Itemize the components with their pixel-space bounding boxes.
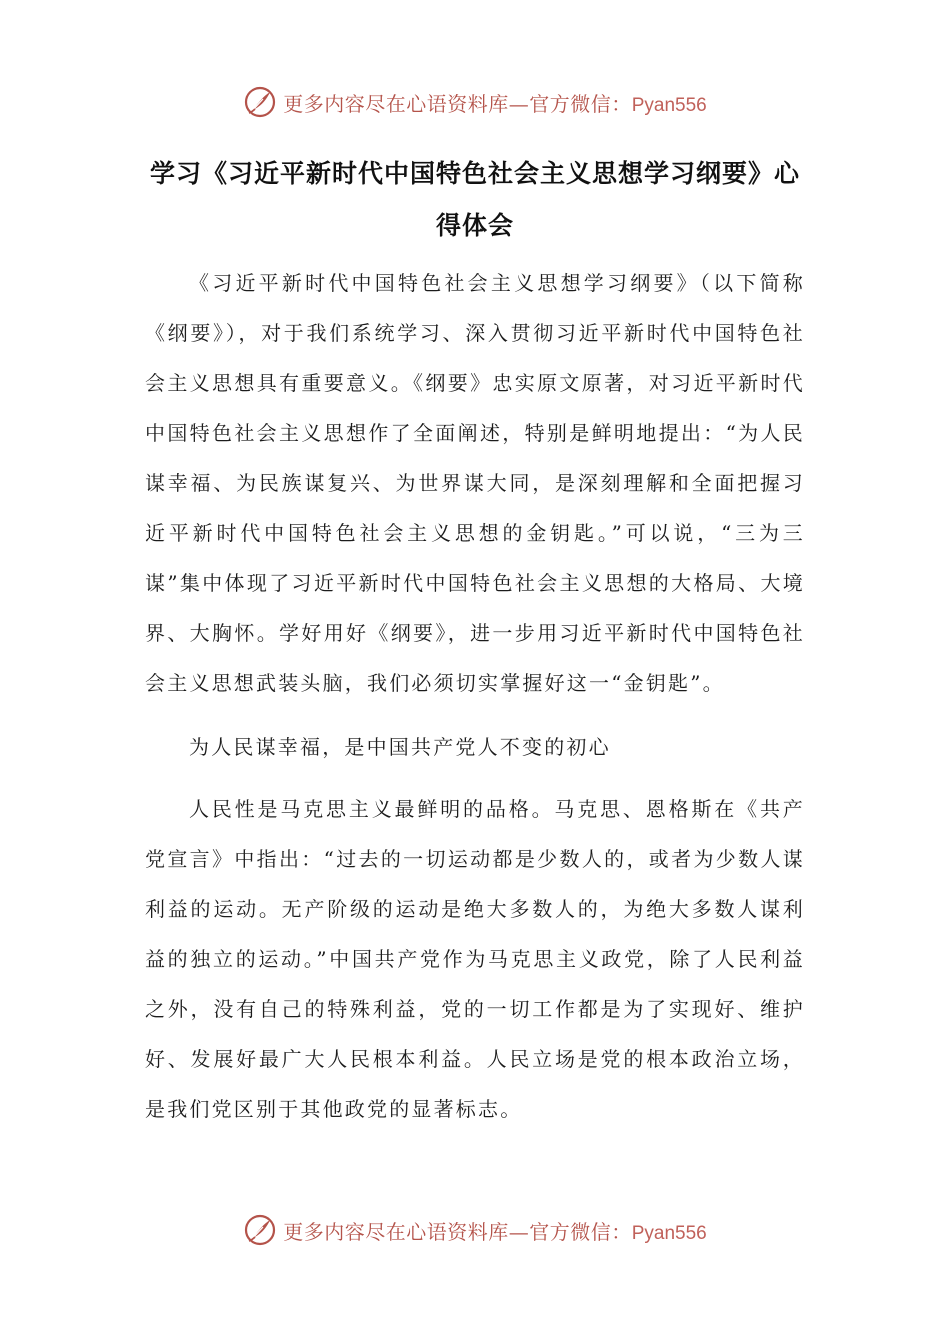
watermark-banner-bottom	[0, 1210, 950, 1250]
watermark-text	[283, 88, 707, 117]
wechat-id: Pyan556	[631, 1222, 707, 1244]
watermark-text	[283, 1216, 707, 1245]
watermark-label: 更多内容尽在心语资料库—官方微信：	[283, 91, 632, 116]
feather-pen-logo-icon	[243, 1213, 277, 1247]
paragraph-people: 人民性是马克思主义最鲜明的品格。马克思、恩格斯在《共产党宣言》中指出：“过去的一切运动都是少数人的，或者为少数人谋利益的运动。无产阶级的运动是绝大多数人的，为绝大多数人谋利益的独立的运动。”中国共产党作为马克思主义政党，除了人民利益之外，没有自己的特殊利益，党的一切工作都是为了实现好、维护好、发展好最广大人民根本利益。人民立场是党的根本政治立场，是我们党区别于其他政党的显著标志。	[145, 797, 805, 1121]
document-body	[145, 258, 805, 1148]
feather-pen-logo-icon	[243, 85, 277, 119]
paragraph-intro: 《习近平新时代中国特色社会主义思想学习纲要》（以下简称《纲要》），对于我们系统学习、深入贯彻习近平新时代中国特色社会主义思想具有重要意义。《纲要》忠实原文原著，对习近平新时代中国特色社会主义思想作了全面阐述，特别是鲜明地提出：“为人民谋幸福、为民族谋复兴、为世界谋大同，是深刻理解和全面把握习近平新时代中国特色社会主义思想的金钥匙。”可以说，“三为三谋”集中体现了习近平新时代中国特色社会主义思想的大格局、大境界、大胸怀。学好用好《纲要》，进一步用习近平新时代中国特色社会主义思想武装头脑，我们必须切实掌握好这一“金钥匙”。	[145, 271, 805, 695]
wechat-id: Pyan556	[631, 94, 707, 116]
watermark-label: 更多内容尽在心语资料库—官方微信：	[283, 1219, 632, 1244]
document-title: 学习《习近平新时代中国特色社会主义思想学习纲要》心得体会	[149, 159, 800, 240]
section-heading: 为人民谋幸福，是中国共产党人不变的初心	[189, 735, 611, 759]
watermark-banner-top	[0, 82, 950, 122]
